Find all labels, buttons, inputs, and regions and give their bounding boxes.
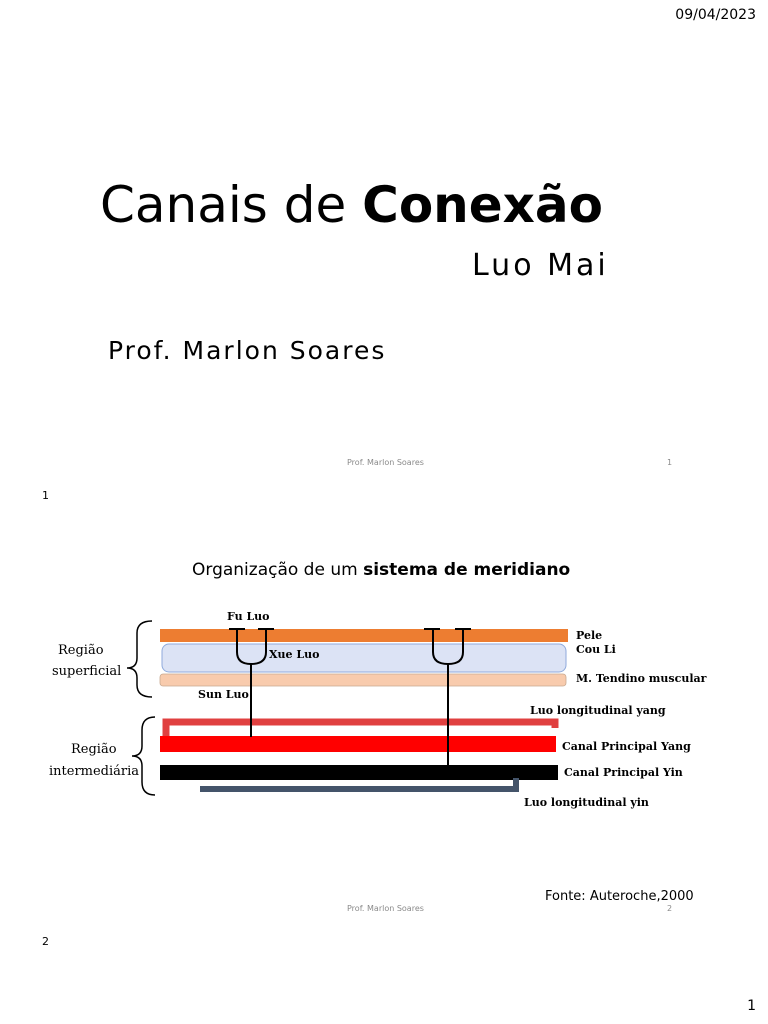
slide2-title-bold: sistema de meridiano xyxy=(363,560,571,580)
slide2-title-regular: Organização de um xyxy=(192,560,358,580)
label-sun-luo: Sun Luo xyxy=(198,688,249,701)
label-regiao-intermediaria-1: Região xyxy=(71,742,117,757)
slide1-title-bold: Conexão xyxy=(362,176,604,234)
slide2-number: 2 xyxy=(667,904,673,913)
page-number: 1 xyxy=(747,998,756,1014)
label-xue-luo: Xue Luo xyxy=(269,648,320,661)
slide1-page-label: 1 xyxy=(42,489,49,502)
layer-tendino xyxy=(160,674,566,686)
date-header: 09/04/2023 xyxy=(675,7,756,23)
slide1-author: Prof. Marlon Soares xyxy=(108,336,387,365)
slide1-number: 1 xyxy=(667,458,673,467)
label-regiao-superficial-1: Região xyxy=(58,643,104,658)
label-luo-longitudinal-yang: Luo longitudinal yang xyxy=(530,704,666,717)
label-luo-longitudinal-yin: Luo longitudinal yin xyxy=(524,796,649,809)
label-pele: Pele xyxy=(576,629,603,642)
canal-principal-yin xyxy=(160,765,558,780)
slide1-title xyxy=(100,176,604,234)
slide2-footer: Prof. Marlon Soares xyxy=(347,904,424,913)
label-fu-luo: Fu Luo xyxy=(227,610,270,623)
luo-longitudinal-yang-line xyxy=(166,722,555,738)
slide2-page-label: 2 xyxy=(42,935,49,948)
slide1-footer: Prof. Marlon Soares xyxy=(347,458,424,467)
layer-cou-li xyxy=(162,644,566,672)
label-tendino: M. Tendino muscular xyxy=(576,672,707,685)
brace-intermediaria xyxy=(132,717,155,795)
label-regiao-intermediaria-2: intermediária xyxy=(49,764,140,779)
slide1-title-regular: Canais de xyxy=(100,176,347,234)
label-canal-principal-yang: Canal Principal Yang xyxy=(562,740,691,753)
meridian-diagram xyxy=(0,600,768,820)
slide1-subtitle: Luo Mai xyxy=(472,248,609,283)
label-regiao-superficial-2: superficial xyxy=(52,664,122,679)
layer-pele xyxy=(160,629,568,642)
slide2-source: Fonte: Auteroche,2000 xyxy=(545,889,694,904)
brace-superficial xyxy=(127,621,152,697)
canal-principal-yang xyxy=(160,736,556,752)
slide2-title xyxy=(192,560,570,580)
label-cou-li: Cou Li xyxy=(576,643,616,656)
label-canal-principal-yin: Canal Principal Yin xyxy=(564,766,683,779)
